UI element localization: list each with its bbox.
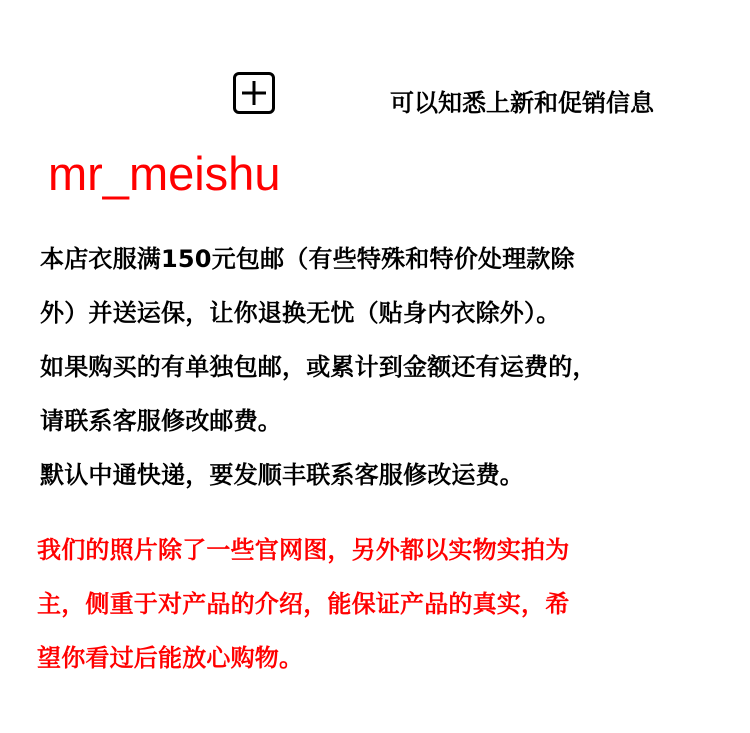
plus-square-icon bbox=[233, 72, 275, 114]
shop-name: mr_meishu bbox=[48, 147, 281, 200]
notice-line: 外）并送运保，让你退换无忧（贴身内衣除外）。 bbox=[40, 299, 561, 327]
disclaimer-line: 我们的照片除了一些官网图，另外都以实物实拍为 bbox=[37, 536, 570, 564]
shipping-notice bbox=[40, 232, 730, 502]
disclaimer-line: 主，侧重于对产品的介绍，能保证产品的真实，希 bbox=[37, 590, 570, 618]
photo-disclaimer bbox=[37, 523, 717, 685]
disclaimer-line: 望你看过后能放心购物。 bbox=[37, 644, 304, 672]
notice-line: 默认中通快递，要发顺丰联系客服修改运费。 bbox=[40, 461, 524, 489]
notice-line: 请联系客服修改邮费。 bbox=[40, 407, 282, 435]
notice-line: 本店衣服满150元包邮（有些特殊和特价处理款除 bbox=[40, 245, 575, 273]
follow-hint-text: 可以知悉上新和促销信息 bbox=[390, 89, 654, 117]
notice-line: 如果购买的有单独包邮，或累计到金额还有运费的， bbox=[40, 353, 597, 381]
